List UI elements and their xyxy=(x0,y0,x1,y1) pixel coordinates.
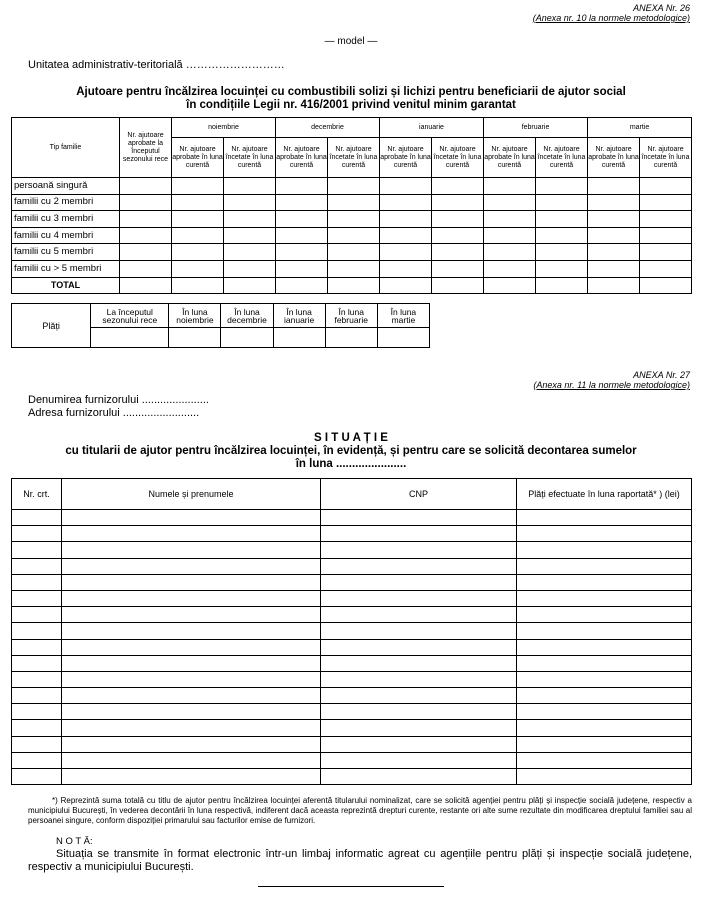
data-cell[interactable] xyxy=(484,227,536,244)
data-cell[interactable] xyxy=(432,277,484,294)
data-cell[interactable] xyxy=(536,277,588,294)
data-cell[interactable] xyxy=(12,688,62,704)
data-cell[interactable] xyxy=(62,688,321,704)
data-cell[interactable] xyxy=(172,194,224,211)
titulari-body xyxy=(12,510,692,785)
plati-cell[interactable] xyxy=(91,328,169,348)
table-row xyxy=(12,704,692,720)
data-cell[interactable] xyxy=(172,260,224,277)
data-cell[interactable] xyxy=(321,688,517,704)
data-cell[interactable] xyxy=(517,542,692,558)
plati-col-header: În luna februarie xyxy=(325,304,377,328)
data-cell[interactable] xyxy=(12,671,62,687)
plati-col-header: În luna noiembrie xyxy=(169,304,221,328)
data-cell[interactable] xyxy=(328,194,380,211)
data-cell[interactable] xyxy=(172,244,224,261)
table-row xyxy=(12,639,692,655)
data-cell[interactable] xyxy=(517,769,692,785)
data-cell[interactable] xyxy=(321,639,517,655)
data-cell[interactable] xyxy=(62,752,321,768)
data-cell[interactable] xyxy=(12,558,62,574)
data-cell[interactable] xyxy=(12,639,62,655)
col-start-season: Nr. ajutoare aprobate la începutul sezonului rece xyxy=(120,118,172,178)
data-cell[interactable] xyxy=(328,244,380,261)
table-row xyxy=(12,244,692,261)
data-cell[interactable] xyxy=(484,178,536,195)
data-cell[interactable] xyxy=(536,244,588,261)
data-cell[interactable] xyxy=(12,607,62,623)
data-cell[interactable] xyxy=(321,526,517,542)
data-cell[interactable] xyxy=(517,704,692,720)
col-nume: Numele și prenumele xyxy=(62,479,321,510)
model-label: — model — xyxy=(324,36,378,47)
data-cell[interactable] xyxy=(328,178,380,195)
data-cell[interactable] xyxy=(62,558,321,574)
month-header: martie xyxy=(588,118,692,138)
data-cell[interactable] xyxy=(276,211,328,228)
data-cell[interactable] xyxy=(432,178,484,195)
data-cell[interactable] xyxy=(588,277,640,294)
plati-cell[interactable] xyxy=(169,328,221,348)
footnote: *) Reprezintă suma totală cu titlu de ajutor pentru încălzirea locuinței aferentă titularului nominalizat, care se solicită agenției pentru plăți și inspecție socială județene, respectiv a municipiului București, în vederea decontării în luna respectivă, indiferent dacă aceasta reprezintă drepturi curente, restante ori alte sume rezultate din modificarea dreptului familiei sau al persoanei singure, conform dispoziției primarului sau facturilor emise de furnizori. xyxy=(28,796,692,825)
adresa-line: Adresa furnizorului ......................... xyxy=(28,407,200,419)
plati-col-header: În luna decembrie xyxy=(221,304,273,328)
situatie-heading: S I T U A Ț I E xyxy=(314,432,388,444)
data-cell[interactable] xyxy=(640,178,692,195)
data-cell[interactable] xyxy=(380,194,432,211)
data-cell[interactable] xyxy=(432,244,484,261)
data-cell[interactable] xyxy=(484,194,536,211)
data-cell[interactable] xyxy=(12,623,62,639)
data-cell[interactable] xyxy=(517,655,692,671)
sub-approved: Nr. ajutoare aprobate în luna curentă xyxy=(276,138,328,178)
data-cell[interactable] xyxy=(484,211,536,228)
nota-text: Situația se transmite în format electronic într-un limbaj informatic agreat cu agențiile pentru plăți și inspecție socială județene, respectiv a municipiului București. xyxy=(28,848,692,873)
data-cell[interactable] xyxy=(276,194,328,211)
data-cell[interactable] xyxy=(224,244,276,261)
sub-stopped: Nr. ajutoare încetate în luna curentă xyxy=(224,138,276,178)
data-cell[interactable] xyxy=(640,211,692,228)
data-cell[interactable] xyxy=(517,590,692,606)
data-cell[interactable] xyxy=(380,211,432,228)
data-cell[interactable] xyxy=(517,671,692,687)
data-cell[interactable] xyxy=(321,542,517,558)
data-cell[interactable] xyxy=(380,277,432,294)
table1-body xyxy=(12,178,692,294)
data-cell[interactable] xyxy=(321,704,517,720)
titulari-header-row xyxy=(12,479,692,510)
data-cell[interactable] xyxy=(328,277,380,294)
col-nr-crt: Nr. crt. xyxy=(12,479,62,510)
data-cell[interactable] xyxy=(120,178,172,195)
plati-label: Plăți xyxy=(12,304,91,348)
data-cell[interactable] xyxy=(517,574,692,590)
data-cell[interactable] xyxy=(588,178,640,195)
table-row xyxy=(12,542,692,558)
data-cell[interactable] xyxy=(321,607,517,623)
nota-label: N O T Ă: xyxy=(56,836,93,847)
data-cell[interactable] xyxy=(12,720,62,736)
data-cell[interactable] xyxy=(640,277,692,294)
sub-approved: Nr. ajutoare aprobate în luna curentă xyxy=(380,138,432,178)
data-cell[interactable] xyxy=(120,211,172,228)
data-cell[interactable] xyxy=(62,704,321,720)
data-cell[interactable] xyxy=(321,769,517,785)
row-label: familii cu 3 membri xyxy=(12,211,120,228)
data-cell[interactable] xyxy=(380,178,432,195)
data-cell[interactable] xyxy=(62,655,321,671)
data-cell[interactable] xyxy=(321,736,517,752)
sub-stopped: Nr. ajutoare încetate în luna curentă xyxy=(432,138,484,178)
table-row xyxy=(12,510,692,526)
data-cell[interactable] xyxy=(517,639,692,655)
data-cell[interactable] xyxy=(321,558,517,574)
titulari-table xyxy=(11,478,692,785)
table-row xyxy=(12,752,692,768)
table-row xyxy=(12,590,692,606)
data-cell[interactable] xyxy=(321,590,517,606)
plati-cell[interactable] xyxy=(377,328,429,348)
data-cell[interactable] xyxy=(12,769,62,785)
sub-approved: Nr. ajutoare aprobate în luna curentă xyxy=(172,138,224,178)
row-label: TOTAL xyxy=(12,277,120,294)
situatie-title xyxy=(0,432,702,471)
plati-table xyxy=(11,303,430,348)
data-cell[interactable] xyxy=(588,194,640,211)
data-cell[interactable] xyxy=(588,260,640,277)
data-cell[interactable] xyxy=(321,720,517,736)
table-row xyxy=(12,769,692,785)
table-row xyxy=(12,720,692,736)
data-cell[interactable] xyxy=(172,178,224,195)
plati-header-row xyxy=(12,304,430,328)
data-cell[interactable] xyxy=(224,211,276,228)
plati-cell[interactable] xyxy=(273,328,325,348)
data-cell[interactable] xyxy=(640,227,692,244)
table-row xyxy=(12,736,692,752)
anexa-26-header xyxy=(533,3,690,23)
data-cell[interactable] xyxy=(120,227,172,244)
data-cell[interactable] xyxy=(588,211,640,228)
data-cell[interactable] xyxy=(12,542,62,558)
data-cell[interactable] xyxy=(517,688,692,704)
data-cell[interactable] xyxy=(517,607,692,623)
data-cell[interactable] xyxy=(120,194,172,211)
col-cnp: CNP xyxy=(321,479,517,510)
data-cell[interactable] xyxy=(62,607,321,623)
data-cell[interactable] xyxy=(517,510,692,526)
table1-title-line2: în condițiile Legii nr. 416/2001 privind venitul minim garantat xyxy=(186,99,516,111)
table-row xyxy=(12,607,692,623)
data-cell[interactable] xyxy=(224,260,276,277)
table-row xyxy=(12,558,692,574)
situatie-line2: în luna ...................... xyxy=(295,458,407,470)
data-cell[interactable] xyxy=(172,211,224,228)
data-cell[interactable] xyxy=(12,655,62,671)
sub-approved: Nr. ajutoare aprobate în luna curentă xyxy=(588,138,640,178)
data-cell[interactable] xyxy=(517,526,692,542)
table-row xyxy=(12,178,692,195)
data-cell[interactable] xyxy=(224,194,276,211)
data-cell[interactable] xyxy=(380,227,432,244)
data-cell[interactable] xyxy=(432,260,484,277)
month-header: noiembrie xyxy=(172,118,276,138)
data-cell[interactable] xyxy=(12,526,62,542)
situatie-line1: cu titularii de ajutor pentru încălzirea locuinței, în evidență, și pentru care se solicită decontarea sumelor xyxy=(65,445,637,457)
data-cell[interactable] xyxy=(276,244,328,261)
data-cell[interactable] xyxy=(321,574,517,590)
table-row xyxy=(12,655,692,671)
row-label: familii cu 5 membri xyxy=(12,244,120,261)
ajutoare-table xyxy=(11,117,692,294)
data-cell[interactable] xyxy=(276,277,328,294)
table-row xyxy=(12,671,692,687)
data-cell[interactable] xyxy=(12,510,62,526)
data-cell[interactable] xyxy=(321,655,517,671)
data-cell[interactable] xyxy=(62,720,321,736)
data-cell[interactable] xyxy=(224,227,276,244)
data-cell[interactable] xyxy=(517,736,692,752)
data-cell[interactable] xyxy=(321,671,517,687)
data-cell[interactable] xyxy=(432,194,484,211)
sub-approved: Nr. ajutoare aprobate în luna curentă xyxy=(484,138,536,178)
sub-stopped: Nr. ajutoare încetate în luna curentă xyxy=(640,138,692,178)
data-cell[interactable] xyxy=(484,244,536,261)
data-cell[interactable] xyxy=(172,227,224,244)
data-cell[interactable] xyxy=(517,623,692,639)
data-cell[interactable] xyxy=(640,194,692,211)
month-header: ianuarie xyxy=(380,118,484,138)
data-cell[interactable] xyxy=(321,752,517,768)
data-cell[interactable] xyxy=(276,260,328,277)
data-cell[interactable] xyxy=(120,260,172,277)
table1-title-line1: Ajutoare pentru încălzirea locuinței cu combustibili solizi și lichizi pentru beneficiarii de ajutor social xyxy=(76,86,626,98)
table1-title xyxy=(0,86,702,112)
data-cell[interactable] xyxy=(536,260,588,277)
signature-line xyxy=(258,886,444,887)
plati-col-header: În luna ianuarie xyxy=(273,304,325,328)
data-cell[interactable] xyxy=(536,227,588,244)
data-cell[interactable] xyxy=(432,227,484,244)
table-row xyxy=(12,260,692,277)
data-cell[interactable] xyxy=(380,244,432,261)
data-cell[interactable] xyxy=(328,260,380,277)
data-cell[interactable] xyxy=(517,558,692,574)
table-row xyxy=(12,623,692,639)
data-cell[interactable] xyxy=(517,720,692,736)
sub-stopped: Nr. ajutoare încetate în luna curentă xyxy=(536,138,588,178)
data-cell[interactable] xyxy=(536,194,588,211)
data-cell[interactable] xyxy=(432,211,484,228)
table-row xyxy=(12,574,692,590)
row-label: persoană singură xyxy=(12,178,120,195)
denumirea-line: Denumirea furnizorului ...................... xyxy=(28,394,209,406)
month-header: februarie xyxy=(484,118,588,138)
data-cell[interactable] xyxy=(588,244,640,261)
anexa-26-title: ANEXA Nr. 26 xyxy=(633,3,690,13)
data-cell[interactable] xyxy=(172,277,224,294)
anexa-27-header xyxy=(533,370,690,390)
table-row xyxy=(12,277,692,294)
table-row xyxy=(12,688,692,704)
data-cell[interactable] xyxy=(12,704,62,720)
data-cell[interactable] xyxy=(380,260,432,277)
data-cell[interactable] xyxy=(12,736,62,752)
data-cell[interactable] xyxy=(640,244,692,261)
data-cell[interactable] xyxy=(62,590,321,606)
data-cell[interactable] xyxy=(484,277,536,294)
data-cell[interactable] xyxy=(224,178,276,195)
data-cell[interactable] xyxy=(62,574,321,590)
data-cell[interactable] xyxy=(62,510,321,526)
col-plati: Plăți efectuate în luna raportată* ) (lei) xyxy=(517,479,692,510)
data-cell[interactable] xyxy=(120,244,172,261)
data-cell[interactable] xyxy=(120,277,172,294)
data-cell[interactable] xyxy=(321,623,517,639)
sub-stopped: Nr. ajutoare încetate în luna curentă xyxy=(328,138,380,178)
plati-cell[interactable] xyxy=(325,328,377,348)
data-cell[interactable] xyxy=(321,510,517,526)
data-cell[interactable] xyxy=(276,178,328,195)
data-cell[interactable] xyxy=(62,542,321,558)
table1-header-row xyxy=(12,118,692,138)
unitatea-line: Unitatea administrativ-teritorială ……………………… xyxy=(28,59,285,71)
col-tip-familie: Tip familie xyxy=(12,118,120,178)
row-label: familii cu 2 membri xyxy=(12,194,120,211)
data-cell[interactable] xyxy=(12,590,62,606)
data-cell[interactable] xyxy=(536,211,588,228)
plati-col-header: În luna martie xyxy=(377,304,429,328)
data-cell[interactable] xyxy=(588,227,640,244)
data-cell[interactable] xyxy=(276,227,328,244)
data-cell[interactable] xyxy=(484,260,536,277)
table-row xyxy=(12,526,692,542)
table-row xyxy=(12,227,692,244)
table-row xyxy=(12,194,692,211)
plati-cell[interactable] xyxy=(221,328,273,348)
data-cell[interactable] xyxy=(12,752,62,768)
data-cell[interactable] xyxy=(536,178,588,195)
data-cell[interactable] xyxy=(62,639,321,655)
plati-col-header: La începutul sezonului rece xyxy=(91,304,169,328)
row-label: familii cu > 5 membri xyxy=(12,260,120,277)
data-cell[interactable] xyxy=(62,769,321,785)
data-cell[interactable] xyxy=(640,260,692,277)
data-cell[interactable] xyxy=(517,752,692,768)
table-row xyxy=(12,211,692,228)
row-label: familii cu 4 membri xyxy=(12,227,120,244)
data-cell[interactable] xyxy=(328,211,380,228)
data-cell[interactable] xyxy=(62,736,321,752)
data-cell[interactable] xyxy=(328,227,380,244)
month-header: decembrie xyxy=(276,118,380,138)
data-cell[interactable] xyxy=(62,526,321,542)
anexa-27-ref: (Anexa nr. 11 la normele metodologice) xyxy=(533,380,690,390)
data-cell[interactable] xyxy=(62,671,321,687)
data-cell[interactable] xyxy=(62,623,321,639)
anexa-26-ref: (Anexa nr. 10 la normele metodologice) xyxy=(532,13,690,23)
data-cell[interactable] xyxy=(224,277,276,294)
data-cell[interactable] xyxy=(12,574,62,590)
anexa-27-title: ANEXA Nr. 27 xyxy=(633,370,690,380)
